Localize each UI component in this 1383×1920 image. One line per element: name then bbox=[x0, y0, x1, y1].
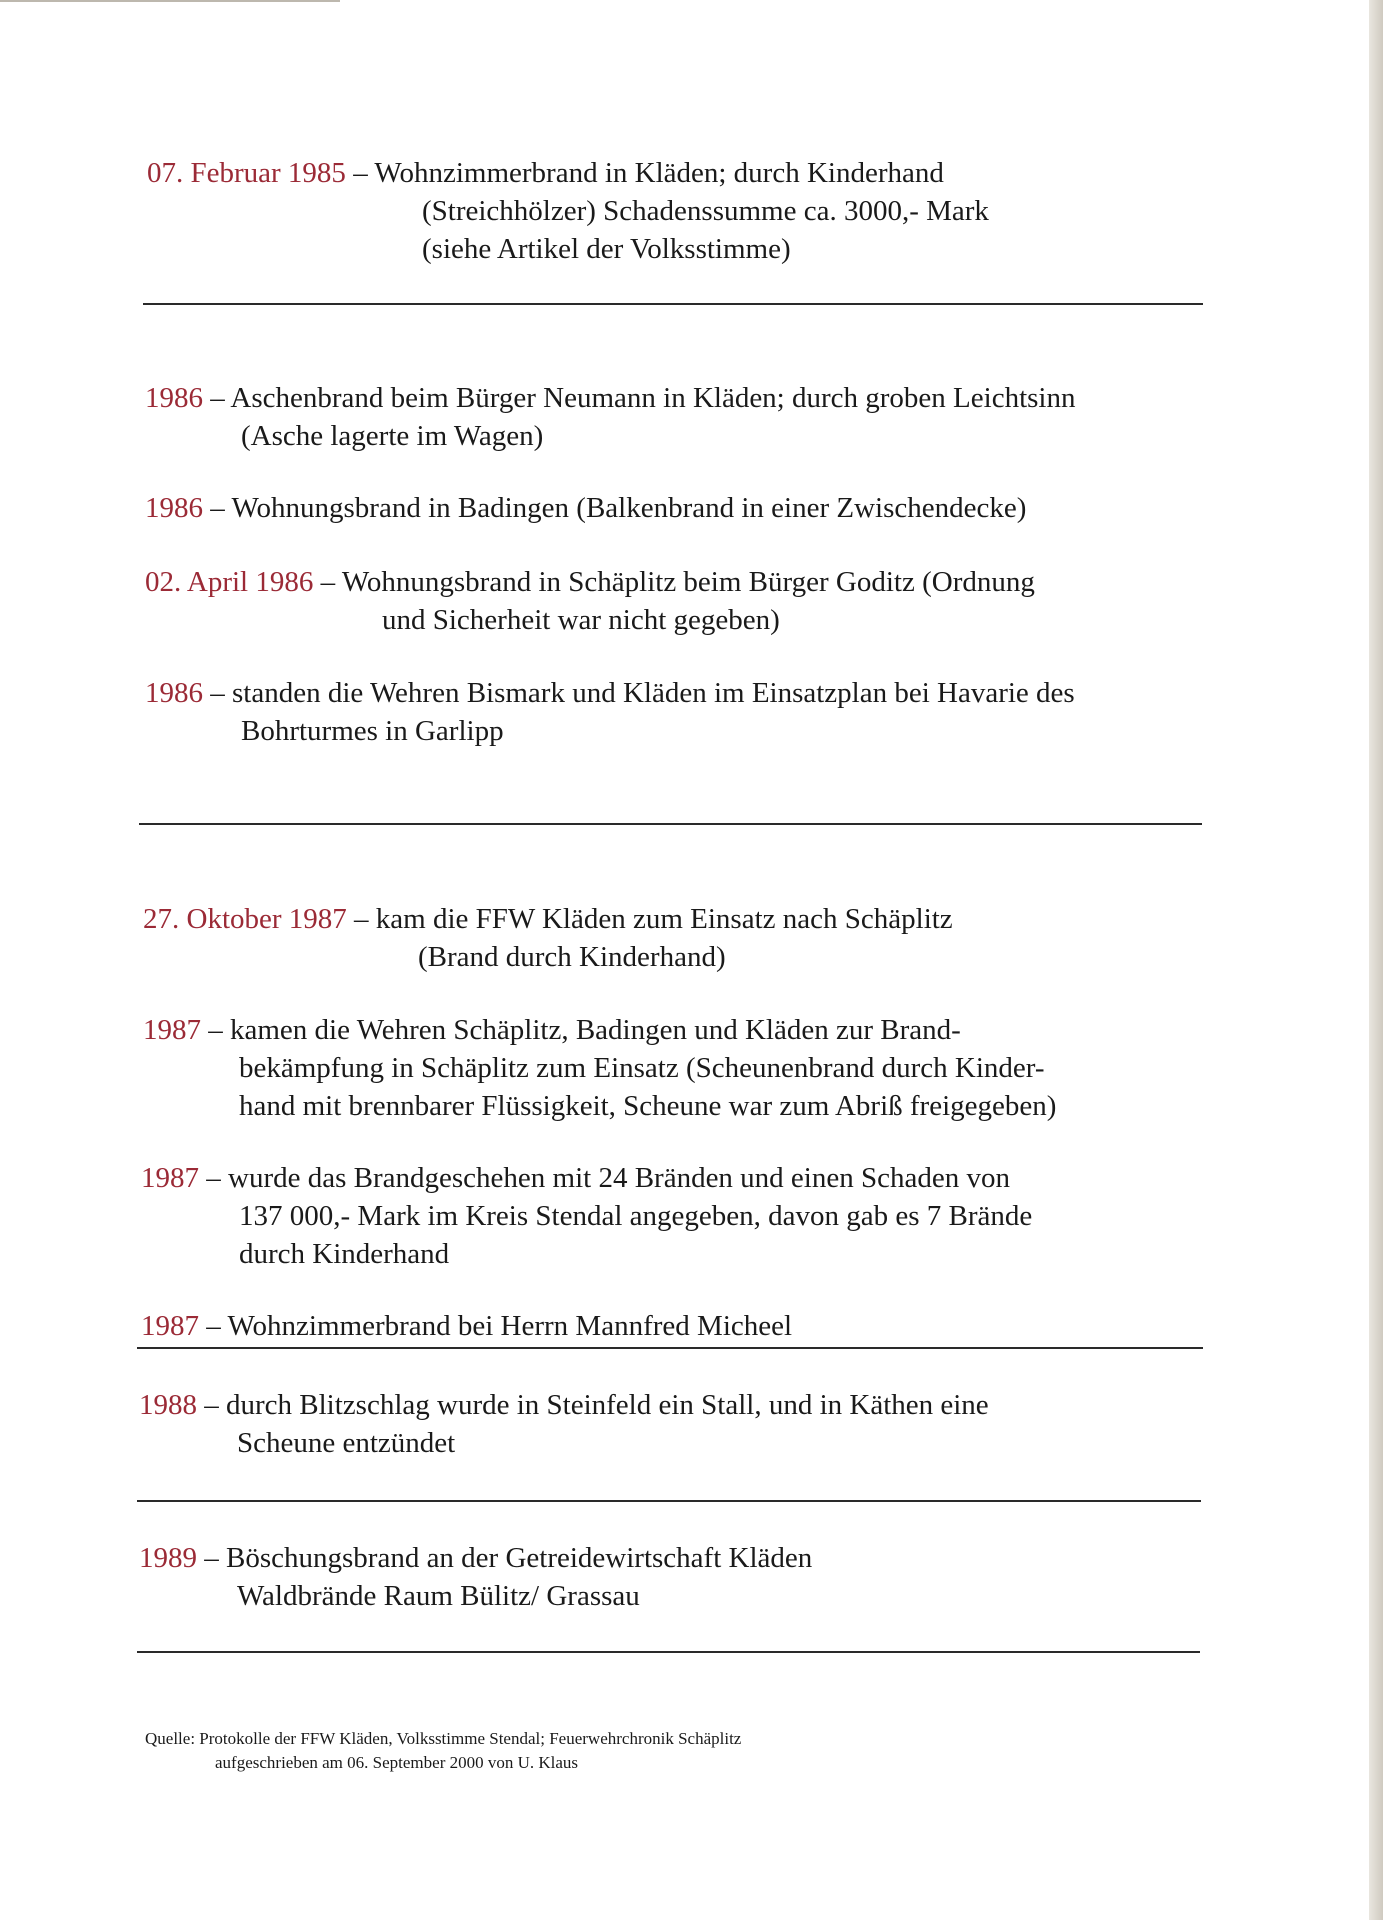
entry-continuation: (Brand durch Kinderhand) bbox=[418, 941, 726, 973]
chronicle-entry-1985-februar bbox=[147, 154, 989, 268]
separator-rule bbox=[137, 1347, 1203, 1349]
entry-date: 1986 bbox=[145, 492, 203, 524]
entry-date: 07. Februar 1985 bbox=[147, 157, 346, 189]
chronicle-entry-1986-april bbox=[145, 563, 1035, 639]
entry-date: 1987 bbox=[141, 1310, 199, 1342]
entry-date: 1987 bbox=[143, 1014, 201, 1046]
entry-continuation: Bohrturmes in Garlipp bbox=[241, 715, 504, 747]
entry-continuation: Waldbrände Raum Bülitz/ Grassau bbox=[237, 1580, 640, 1612]
entry-continuation: durch Kinderhand bbox=[239, 1238, 450, 1270]
entry-text: – durch Blitzschlag wurde in Steinfeld ein Stall, und in Käthen eine bbox=[197, 1389, 989, 1421]
separator-rule bbox=[139, 823, 1202, 825]
chronicle-entry-1986-garlipp bbox=[145, 674, 1075, 750]
entry-date: 1988 bbox=[139, 1389, 197, 1421]
entry-first-line bbox=[143, 900, 953, 938]
entry-first-line bbox=[143, 1011, 1056, 1049]
chronicle-entry-1989 bbox=[139, 1539, 812, 1615]
entry-first-line bbox=[145, 489, 1026, 527]
entry-continuation: hand mit brennbarer Flüssigkeit, Scheune war zum Abriß freigegeben) bbox=[239, 1090, 1057, 1122]
separator-rule bbox=[137, 1500, 1201, 1502]
entry-first-line bbox=[141, 1307, 792, 1345]
entry-continuation: (siehe Artikel der Volksstimme) bbox=[422, 233, 791, 265]
source-line-1 bbox=[145, 1727, 741, 1751]
entry-date: 1989 bbox=[139, 1542, 197, 1574]
chronicle-entry-1986-aschenbrand bbox=[145, 379, 1075, 455]
entry-text: – Wohnzimmerbrand bei Herrn Mannfred Micheel bbox=[199, 1310, 793, 1342]
entry-first-line bbox=[139, 1386, 989, 1424]
entry-first-line bbox=[141, 1159, 1032, 1197]
entry-first-line bbox=[147, 154, 989, 192]
source-note bbox=[145, 1727, 741, 1775]
separator-rule bbox=[143, 303, 1203, 305]
entry-continuation: bekämpfung in Schäplitz zum Einsatz (Scheunenbrand durch Kinder- bbox=[239, 1052, 1045, 1084]
paper-top-edge bbox=[0, 0, 340, 2]
chronicle-entry-1987-scheunenbrand bbox=[143, 1011, 1056, 1125]
entry-first-line bbox=[145, 563, 1035, 601]
separator-rule bbox=[137, 1651, 1200, 1653]
entry-continuation: (Streichhölzer) Schadenssumme ca. 3000,- Mark bbox=[422, 195, 989, 227]
entry-text: – Böschungsbrand an der Getreidewirtschaft Kläden bbox=[197, 1542, 813, 1574]
entry-text: – kamen die Wehren Schäplitz, Badingen und Kläden zur Brand- bbox=[201, 1014, 961, 1046]
entry-text: – wurde das Brandgeschehen mit 24 Bränden und einen Schaden von bbox=[199, 1162, 1010, 1194]
chronicle-entry-1986-badingen bbox=[145, 489, 1026, 527]
entry-continuation: Scheune entzündet bbox=[237, 1427, 456, 1459]
paper-right-edge bbox=[1369, 0, 1383, 1920]
entry-first-line bbox=[139, 1539, 812, 1577]
source-text: Protokolle der FFW Kläden, Volksstimme Stendal; Feuerwehrchronik Schäplitz bbox=[199, 1729, 742, 1748]
entry-text: – Aschenbrand beim Bürger Neumann in Kläden; durch groben Leichtsinn bbox=[203, 382, 1076, 414]
entry-continuation: 137 000,- Mark im Kreis Stendal angegeben, davon gab es 7 Brände bbox=[239, 1200, 1033, 1232]
entry-date: 1986 bbox=[145, 382, 203, 414]
entry-continuation: und Sicherheit war nicht gegeben) bbox=[382, 604, 780, 636]
entry-text: – Wohnungsbrand in Schäplitz beim Bürger Goditz (Ordnung bbox=[313, 566, 1035, 598]
entry-text: – standen die Wehren Bismark und Kläden im Einsatzplan bei Havarie des bbox=[203, 677, 1075, 709]
chronicle-entry-1987-micheel bbox=[141, 1307, 792, 1345]
source-line-2: aufgeschrieben am 06. September 2000 von U. Klaus bbox=[215, 1753, 579, 1772]
chronicle-entry-1988 bbox=[139, 1386, 989, 1462]
entry-date: 02. April 1986 bbox=[145, 566, 314, 598]
entry-text: – Wohnungsbrand in Badingen (Balkenbrand in einer Zwischendecke) bbox=[203, 492, 1027, 524]
entry-date: 1987 bbox=[141, 1162, 199, 1194]
chronicle-entry-1987-brandgeschehen bbox=[141, 1159, 1032, 1273]
entry-text: – Wohnzimmerbrand in Kläden; durch Kinderhand bbox=[345, 157, 944, 189]
chronicle-entry-1987-oktober bbox=[143, 900, 953, 976]
entry-date: 27. Oktober 1987 bbox=[143, 903, 347, 935]
entry-text: – kam die FFW Kläden zum Einsatz nach Schäplitz bbox=[346, 903, 953, 935]
source-label: Quelle: bbox=[145, 1729, 196, 1748]
entry-first-line bbox=[145, 674, 1075, 712]
entry-continuation: (Asche lagerte im Wagen) bbox=[241, 420, 544, 452]
entry-first-line bbox=[145, 379, 1075, 417]
entry-date: 1986 bbox=[145, 677, 203, 709]
